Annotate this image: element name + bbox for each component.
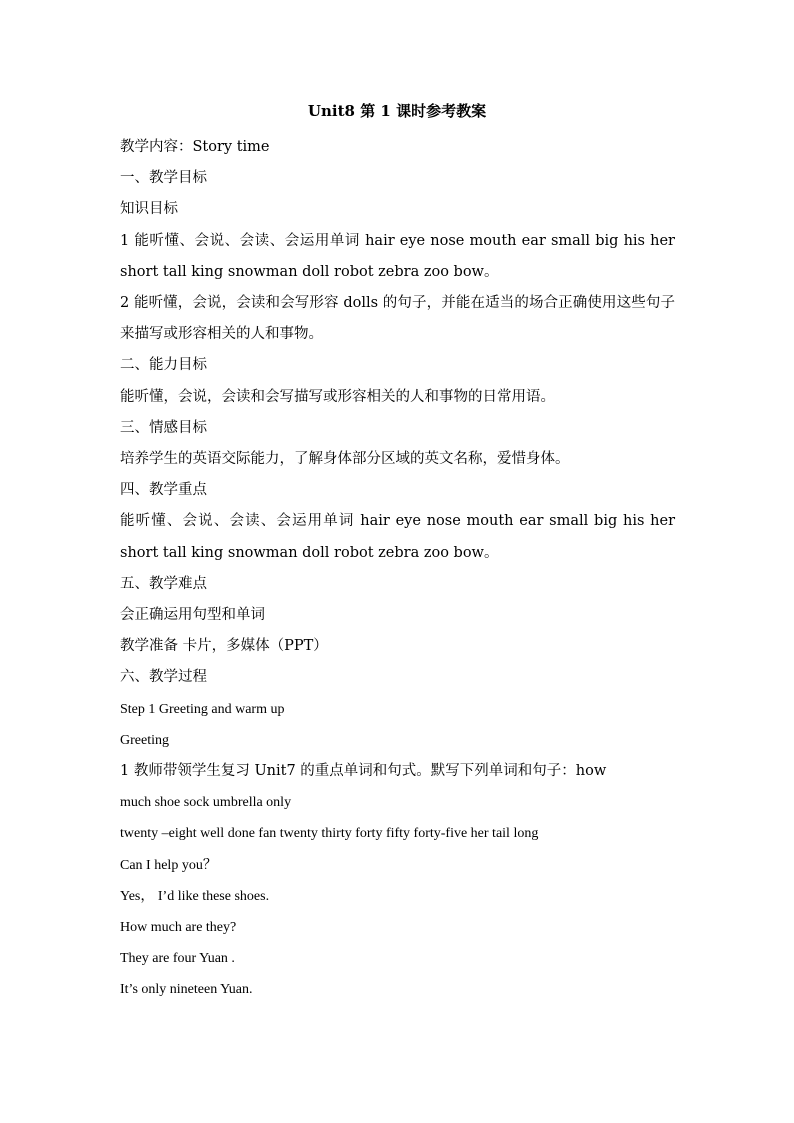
difficulty-text: 会正确运用句型和单词 bbox=[120, 607, 265, 624]
teaching-content: 教学内容：Story time bbox=[120, 139, 270, 155]
step-1: Step 1 Greeting and warm up bbox=[120, 701, 285, 717]
section-heading-key-points: 四、教学重点 bbox=[120, 482, 207, 499]
sentence-3: How much are they? bbox=[120, 920, 237, 936]
ability-goal: 能听懂，会说，会读和会写描写或形容相关的人和事物的日常用语。 bbox=[120, 388, 555, 405]
section-heading-ability-goals: 二、能力目标 bbox=[120, 357, 207, 374]
greeting-label: Greeting bbox=[120, 732, 169, 748]
review-line-2: much shoe sock umbrella only bbox=[120, 795, 292, 811]
knowledge-goal-2: 2 能听懂，会说，会读和会写形容 dolls 的句子，并能在适当的场合正确使用这些句子来描写或形容相关的人和事物。 bbox=[120, 295, 675, 343]
review-line-1: 1 教师带领学生复习 Unit7 的重点单词和句式。默写下列单词和句子：how bbox=[120, 763, 607, 780]
document-body bbox=[120, 132, 675, 1006]
sentence-5: It’s only nineteen Yuan. bbox=[120, 982, 253, 998]
preparation-text: 教学准备 卡片，多媒体（PPT） bbox=[120, 638, 328, 655]
knowledge-goal-heading: 知识目标 bbox=[120, 201, 178, 218]
sentence-1: Can I help you？ bbox=[120, 857, 217, 873]
emotion-goal: 培养学生的英语交际能力，了解身体部分区域的英文名称，爱惜身体。 bbox=[120, 451, 570, 468]
knowledge-goal-1: 1 能听懂、会说、会读、会运用单词 hair eye nose mouth ear small big his her short tall king snowman doll robot zebra zoo bow。 bbox=[120, 232, 675, 280]
section-heading-teaching-goals: 一、教学目标 bbox=[120, 170, 207, 187]
key-points: 能听懂、会说、会读、会运用单词 hair eye nose mouth ear small big his her short tall king snowman doll robot zebra zoo bow。 bbox=[120, 513, 675, 561]
document-title: Unit8 第 1 课时参考教案 bbox=[307, 102, 487, 120]
sentence-4: They are four Yuan . bbox=[120, 951, 235, 967]
sentence-2: Yes， I’d like these shoes. bbox=[120, 888, 270, 904]
section-heading-emotion-goals: 三、情感目标 bbox=[120, 419, 207, 436]
section-heading-difficulties: 五、教学难点 bbox=[120, 575, 207, 592]
section-heading-process: 六、教学过程 bbox=[120, 669, 207, 686]
review-line-3: twenty –eight well done fan twenty thirty forty fifty forty-five her tail long bbox=[120, 826, 539, 842]
